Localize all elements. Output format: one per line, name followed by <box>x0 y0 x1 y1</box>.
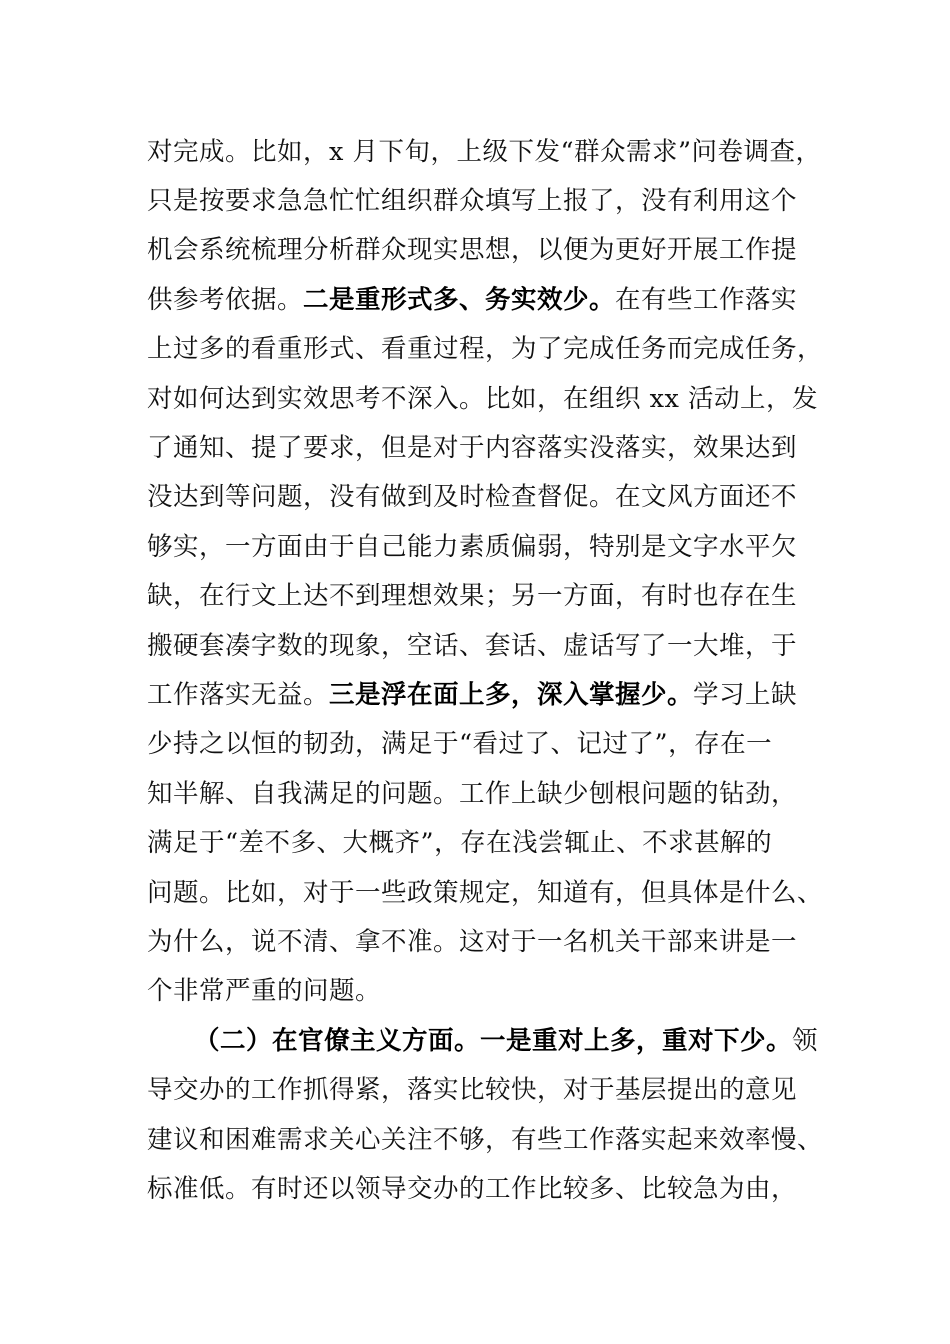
text-run: 对完成。比如，x 月下旬，上级下发“群众需求”问卷调查， <box>147 137 822 167</box>
text-line <box>147 774 797 814</box>
text-line <box>147 922 797 962</box>
bold-heading-run: 二是重形式多、务实效少。 <box>303 285 616 315</box>
text-line <box>147 626 797 666</box>
text-run: 对如何达到实效思考不深入。比如，在组织 xx 活动上，发 <box>147 384 818 414</box>
text-line <box>147 329 823 369</box>
text-run: 没达到等问题，没有做到及时检查督促。在文风方面还不 <box>147 482 798 512</box>
text-run: 知半解、自我满足的问题。工作上缺少刨根问题的钻劲， <box>147 779 798 809</box>
section-heading-line <box>194 1021 818 1061</box>
text-line <box>147 675 797 715</box>
text-run: 够实，一方面由于自己能力素质偏弱，特别是文字水平欠 <box>147 532 798 562</box>
text-run: 在有些工作落实 <box>615 285 798 315</box>
text-line <box>147 280 797 320</box>
text-line <box>147 230 797 270</box>
text-run: 建议和困难需求关心关注不够，有些工作落实起来效率慢、 <box>147 1125 824 1155</box>
text-run: 满足于“差不多、大概齐”，存在浅尝辄止、不求甚解的 <box>147 828 773 858</box>
bold-heading-run: 三是浮在面上多，深入掌握少。 <box>329 680 694 710</box>
text-line <box>147 823 772 863</box>
text-run: 学习上缺 <box>693 680 798 710</box>
text-line <box>147 873 823 913</box>
text-run: 上过多的看重形式、看重过程，为了完成任务而完成任务， <box>147 334 824 364</box>
text-run: 个非常严重的问题。 <box>147 976 382 1006</box>
text-run: 缺，在行文上达不到理想效果；另一方面，有时也存在生 <box>147 581 798 611</box>
text-line <box>147 971 381 1011</box>
text-line <box>147 379 818 419</box>
text-line <box>147 576 797 616</box>
text-line <box>147 181 797 221</box>
text-run: 只是按要求急急忙忙组织群众填写上报了，没有利用这个 <box>147 186 798 216</box>
text-run: 少持之以恒的韧劲，满足于“看过了、记过了”，存在一 <box>147 729 773 759</box>
text-line <box>147 724 772 764</box>
text-run: 问题。比如，对于一些政策规定，知道有，但具体是什么、 <box>147 878 824 908</box>
bold-heading-run: （二）在官僚主义方面。一是重对上多，重对下少。 <box>194 1026 793 1056</box>
text-run: 导交办的工作抓得紧，落实比较快，对于基层提出的意见 <box>147 1075 798 1105</box>
text-line <box>147 1070 797 1110</box>
text-run: 领 <box>792 1026 819 1056</box>
text-run: 机会系统梳理分析群众现实思想，以便为更好开展工作提 <box>147 235 798 265</box>
text-run: 了通知、提了要求，但是对于内容落实没落实，效果达到 <box>147 433 798 463</box>
text-line <box>147 1120 823 1160</box>
text-run: 搬硬套凑字数的现象，空话、套话、虚话写了一大堆，于 <box>147 631 798 661</box>
text-line <box>147 1169 797 1209</box>
text-run: 标准低。有时还以领导交办的工作比较多、比较急为由， <box>147 1174 798 1204</box>
text-line <box>147 527 797 567</box>
text-line <box>147 428 797 468</box>
text-run: 供参考依据。 <box>147 285 304 315</box>
text-run: 工作落实无益。 <box>147 680 330 710</box>
text-line <box>147 132 822 172</box>
text-run: 为什么，说不清、拿不准。这对于一名机关干部来讲是一 <box>147 927 798 957</box>
text-line <box>147 477 797 517</box>
